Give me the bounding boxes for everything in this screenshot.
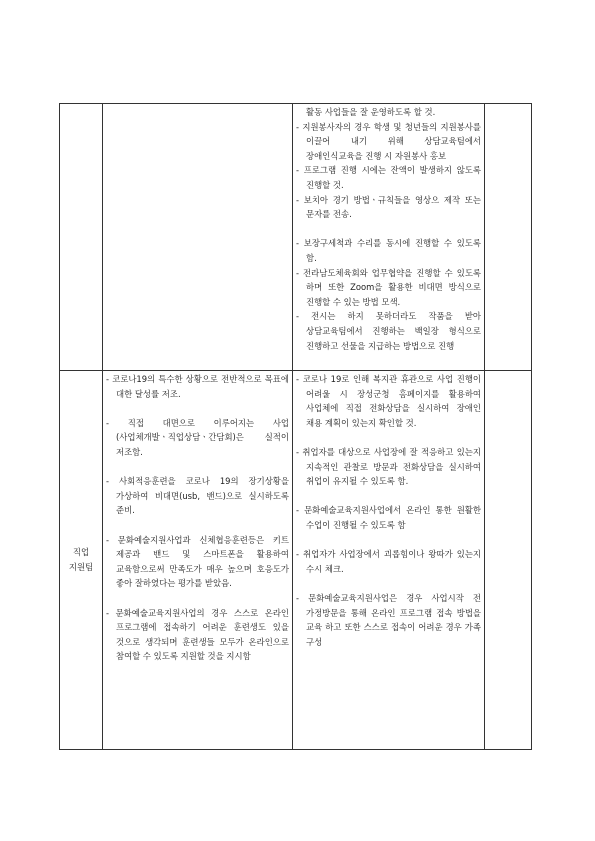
list-item: - 지원봉사자의 경우 학생 및 청년들의 지원봉사를 이끌어 내기 위해 상담교육팀에서 장애인식교육을 진행 시 자원봉사 홍보 — [296, 121, 481, 161]
note-cell — [485, 371, 532, 750]
spacer — [106, 401, 289, 416]
list-item: - 전라남도체육회와 업무협약을 진행할 수 있도록 하며 또한 Zoom을 활용한 비대면 방식으로 진행할 수 있는 방법 모색. — [296, 267, 481, 307]
spacer — [296, 489, 481, 504]
table-row — [60, 371, 532, 750]
list-item: - 코로나19의 특수한 상황으로 전반적으로 목표에 대한 달성률 저조. — [106, 374, 289, 399]
list-item: - 문화예술교육지원사업은 경우 사업시작 전 가정방문을 통해 온라인 프로그램 접속 방법을 교육 하고 또한 스스로 접속이 어려운 경우 가족 구성 — [296, 592, 481, 647]
list-item: - 프로그램 진행 시에는 잔액이 발생하지 않도록 진행할 것. — [296, 165, 481, 190]
list-item: - 문화예술지원사업과 신체협응훈련등은 키트 제공과 밴드 및 스마트폰을 활용하여 교육함으로써 만족도가 매우 높으며 호응도가 좋아 잘하였다는 평가를 받았음. — [106, 534, 289, 589]
spacer — [106, 518, 289, 533]
list-item: - 문화예술교육지원사업에서 온라인 통한 원활한 수업이 진행될 수 있도록 함 — [296, 505, 481, 530]
list-item: - 취업자를 대상으로 사업장에 잘 적응하고 있는지 지속적인 관찰로 방문과 전화상담을 실시하여 취업이 유지될 수 있도록 함. — [296, 446, 481, 487]
spacer — [296, 533, 481, 548]
evaluation-table — [59, 103, 532, 750]
department-cell — [60, 104, 103, 371]
list-item: - 보장구세척과 수리를 동시에 진행할 수 있도록 함. — [296, 238, 481, 263]
spacer — [296, 576, 481, 591]
spacer — [106, 591, 289, 606]
table-row — [60, 104, 532, 371]
result-cell — [103, 371, 293, 750]
improvement-cell — [293, 371, 485, 750]
list-item: - 보치아 경기 방법ㆍ규칙들을 영상으 제작 또는 문자를 전송. — [296, 194, 481, 220]
result-cell — [103, 104, 293, 371]
list-item: - 직접 대면으로 이루어지는 사업(사업체개발ㆍ직업상담ㆍ간담회)은 실적이 저조함. — [106, 417, 289, 457]
spacer — [296, 430, 481, 445]
improvement-cell — [293, 104, 485, 371]
list-item: 활동 사업들을 잘 운영하도록 할 것. — [306, 107, 436, 117]
list-item: - 취업자가 사업장에서 괴롭힘이나 왕따가 있는지 수시 체크. — [296, 549, 481, 574]
list-item: - 전시는 하지 못하더라도 작품을 받아 상담교육팀에서 진행하는 백일장 형식으로 진행하고 선물을 지급하는 방법으로 진행 — [296, 311, 481, 351]
list-item: - 문화예술교육지원사업의 경우 스스로 온라인 프로그램에 접속하기 어려운 훈련생도 있을 것으로 생각되며 훈련생들 모두가 온라인으로 참여할 수 있도록 지원할 것을 지시함 — [106, 607, 289, 662]
note-cell — [485, 104, 532, 371]
department-label: 직업 지원팀 — [68, 547, 94, 572]
spacer — [296, 222, 481, 237]
list-item: - 사회적응훈련을 코로나 19의 장기상황을 가상하여 비대면(usb, 밴드)으로 실시하도록 준비. — [106, 476, 289, 516]
list-item: - 코로나 19로 인해 복지관 휴관으로 사업 진행이 어려울 시 장성군청 홈페이지를 활용하여 사업체에 직접 전화상담을 실시하여 장애인 채용 계획이 있는지 확인할 것. — [296, 374, 481, 428]
department-cell — [60, 371, 103, 750]
spacer — [106, 460, 289, 475]
